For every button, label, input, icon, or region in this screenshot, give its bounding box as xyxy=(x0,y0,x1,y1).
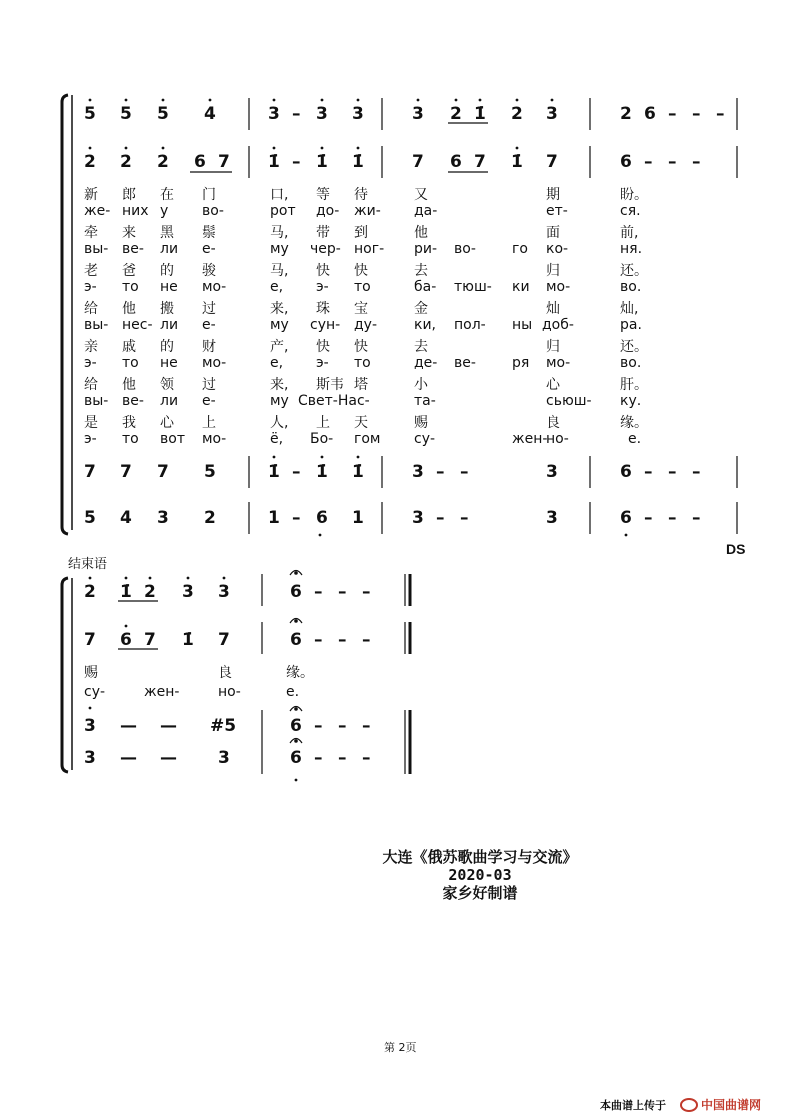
note-dash: – xyxy=(314,748,323,768)
system-2-bracket xyxy=(62,578,72,772)
note: 2 xyxy=(450,104,462,124)
upload-notice: 本曲谱上传于 xyxy=(600,1099,666,1112)
note: 3 xyxy=(84,716,96,736)
note: 3 xyxy=(352,104,364,124)
note-dash: – xyxy=(668,152,677,172)
note: 3 xyxy=(218,748,230,768)
note: 1̇ xyxy=(352,462,364,482)
note-dash: — xyxy=(120,748,137,768)
lyrics-block xyxy=(84,184,684,450)
note: 6 xyxy=(450,152,462,172)
note-dash: – xyxy=(292,104,301,124)
system-2-row-3 xyxy=(84,716,404,738)
lyric-line-11: 给 他 领 过 来, 斯韦 塔 小 心 肝。 xyxy=(84,377,648,393)
note-dash: – xyxy=(644,508,653,528)
note: 6 xyxy=(620,508,632,528)
note-dash: – xyxy=(338,630,347,650)
note: 3 xyxy=(546,508,558,528)
site-logo xyxy=(680,1096,761,1113)
note: 6 xyxy=(194,152,206,172)
note: 1̇ xyxy=(511,152,523,172)
system-1-row-4 xyxy=(84,508,724,530)
note: 2 xyxy=(84,152,96,172)
note: 1̇ xyxy=(352,152,364,172)
note-dash: – xyxy=(362,748,371,768)
note: 2 xyxy=(84,582,96,602)
coda-label: 结束语 xyxy=(68,557,108,572)
note-dash: – xyxy=(460,508,469,528)
lyric-line-2: же- них у во- рот до- жи- да- ет- ся. xyxy=(84,203,641,219)
note: 2 xyxy=(204,508,216,528)
system-1-bracket xyxy=(62,95,72,534)
note-dash: – xyxy=(292,152,301,172)
coda-lyric-line-2: су- жен- но- е. xyxy=(84,684,300,700)
note: 1̇ xyxy=(316,152,328,172)
note-dash: – xyxy=(644,152,653,172)
lyric-line-14: э- то вот мо- ё, Бо- гом су- жен- но- е. xyxy=(84,431,642,447)
note: 7 xyxy=(218,152,230,172)
note: 6 xyxy=(290,582,302,602)
note: 1̇ xyxy=(316,462,328,482)
lyric-line-1: 新 郎 在 门 口, 等 待 又 期 盼。 xyxy=(84,187,648,203)
note: 1̇ xyxy=(120,582,132,602)
note: 6 xyxy=(620,152,632,172)
note: 7 xyxy=(218,630,230,650)
lyric-line-8: вы- нес- ли е- му сун- ду- ки, пол- ны доб- ра. xyxy=(84,317,642,333)
note-dash: – xyxy=(314,716,323,736)
note: 6 xyxy=(290,630,302,650)
note: 1̇ xyxy=(182,630,194,650)
note: 3 xyxy=(157,508,169,528)
note: 3 xyxy=(316,104,328,124)
note: 3 xyxy=(218,582,230,602)
coda-lyric-line-1: 赐 良 缘。 xyxy=(84,665,314,681)
note: 5 xyxy=(84,508,96,528)
note: 4 xyxy=(120,508,132,528)
note: 3 xyxy=(546,462,558,482)
system-1-row-2 xyxy=(84,152,724,174)
note-dash: – xyxy=(692,508,701,528)
note-dash: – xyxy=(668,462,677,482)
note: 1 xyxy=(268,508,280,528)
note-dash: — xyxy=(160,716,177,736)
note: 2 xyxy=(620,104,632,124)
note: 3 xyxy=(412,462,424,482)
note: 2 xyxy=(120,152,132,172)
note: 6 xyxy=(290,748,302,768)
note: 7 xyxy=(84,462,96,482)
note-dash: – xyxy=(692,462,701,482)
credits-line-2: 2020-03 xyxy=(448,866,512,884)
note: 7 xyxy=(412,152,424,172)
note: 7 xyxy=(144,630,156,650)
system-1-row-3 xyxy=(84,462,724,484)
system-1-row-1 xyxy=(84,104,724,126)
note: 6 xyxy=(120,630,132,650)
credits-line-3: 家乡好制谱 xyxy=(442,884,518,902)
lyric-line-7: 给 他 搬 过 来, 珠 宝 金 灿 灿, xyxy=(84,301,639,317)
system-2-row-1 xyxy=(84,582,404,604)
lyric-line-3: 牵 来 黑 鬃 马, 带 到 他 面 前, xyxy=(84,225,639,241)
note: 7 xyxy=(84,630,96,650)
note: 5 xyxy=(204,462,216,482)
note: 1 xyxy=(352,508,364,528)
note-dash: – xyxy=(338,716,347,736)
logo-icon xyxy=(680,1098,698,1112)
note: 7 xyxy=(120,462,132,482)
note-dash: – xyxy=(644,462,653,482)
note-dash: – xyxy=(692,152,701,172)
note: 7 xyxy=(546,152,558,172)
note-dash: – xyxy=(292,508,301,528)
note: 1̇ xyxy=(268,462,280,482)
credits-block xyxy=(330,848,630,902)
credits-line-1: 大连《俄苏歌曲学习与交流》 xyxy=(382,848,578,866)
lyric-line-9: 亲 戚 的 财 产, 快 快 去 归 还。 xyxy=(84,339,648,355)
note-dash: – xyxy=(362,716,371,736)
note-dash: – xyxy=(314,630,323,650)
note-dash: – xyxy=(716,104,725,124)
note: 3 xyxy=(84,748,96,768)
note-dash: – xyxy=(668,508,677,528)
note-dash: – xyxy=(362,582,371,602)
note: 5 xyxy=(157,104,169,124)
note: 6 xyxy=(316,508,328,528)
note-dash: – xyxy=(362,630,371,650)
note: 7 xyxy=(157,462,169,482)
note-dash: — xyxy=(160,748,177,768)
lyric-line-6: э- то не мо- е, э- то ба- тюш- ки мо- во. xyxy=(84,279,642,295)
note: 3 xyxy=(268,104,280,124)
lyric-line-5: 老 爸 的 骏 马, 快 快 去 归 还。 xyxy=(84,263,648,279)
note: 4 xyxy=(204,104,216,124)
note-dash: – xyxy=(292,462,301,482)
note: 7 xyxy=(474,152,486,172)
note-dash: — xyxy=(120,716,137,736)
note-dash: – xyxy=(668,104,677,124)
note: 3 xyxy=(546,104,558,124)
note-dash: – xyxy=(436,508,445,528)
note: 6 xyxy=(290,716,302,736)
note-dash: – xyxy=(692,104,701,124)
ds-mark: DS xyxy=(726,541,746,557)
note: 1̇ xyxy=(268,152,280,172)
note: 3 xyxy=(182,582,194,602)
note-dash: – xyxy=(338,582,347,602)
note: 5 xyxy=(120,104,132,124)
note-dash: 6 xyxy=(644,104,656,124)
note: 3 xyxy=(412,508,424,528)
lyric-line-10: э- то не мо- е, э- то де- ве- ря мо- во. xyxy=(84,355,642,371)
note: 2 xyxy=(157,152,169,172)
lyric-line-4: вы- ве- ли е- му чер- ног- ри- во- го ко- ня. xyxy=(84,241,643,257)
note: 1̇ xyxy=(474,104,486,124)
lyric-line-12: вы- ве- ли е- му Свет-Нас- та- сьюш- ку. xyxy=(84,393,642,409)
note: 5 xyxy=(84,104,96,124)
note: 2 xyxy=(511,104,523,124)
note-dash: – xyxy=(338,748,347,768)
system-2-row-2 xyxy=(84,630,404,652)
logo-text: 中国曲谱网 xyxy=(701,1098,762,1112)
system-2-row-4 xyxy=(84,748,404,770)
note: 2 xyxy=(144,582,156,602)
note: 3 xyxy=(412,104,424,124)
note-dash: – xyxy=(314,582,323,602)
lyric-line-13: 是 我 心 上 人, 上 天 赐 良 缘。 xyxy=(84,415,648,431)
page-number: 第 2页 xyxy=(384,1041,417,1054)
note: 6 xyxy=(620,462,632,482)
note: #5 xyxy=(210,716,237,736)
note-dash: – xyxy=(460,462,469,482)
note-dash: – xyxy=(436,462,445,482)
